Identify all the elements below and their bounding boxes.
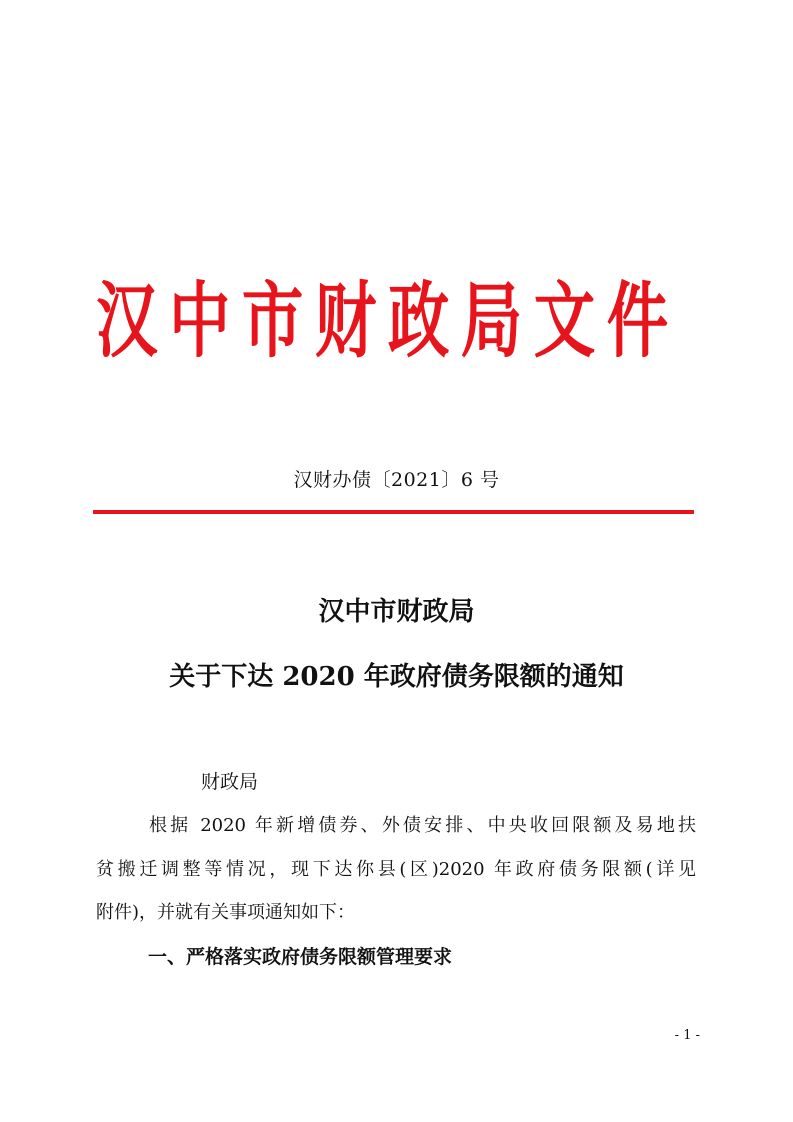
notice-title-issuer: 汉中市财政局 — [318, 597, 475, 627]
page-number: - 1 - — [674, 1028, 700, 1043]
red-divider-line — [93, 510, 694, 514]
addressee: 财政局 — [201, 771, 259, 793]
paragraph-line: 根据 2020 年新增债券、外债安排、中央收回限额及易地扶 — [149, 815, 696, 836]
paragraph-line: 附件)，并就有关事项通知如下： — [96, 902, 356, 923]
masthead-title: 汉中市财政局文件 — [96, 273, 680, 370]
notice-title-subject: 关于下达 2020 年政府债务限额的通知 — [169, 662, 624, 692]
document-number: 汉财办债〔2021〕6 号 — [293, 469, 500, 491]
paragraph-line: 贫搬迁调整等情况，现下达你县(区)2020 年政府债务限额(详见 — [96, 859, 696, 880]
section-heading: 一、严格落实政府债务限额管理要求 — [148, 946, 453, 968]
